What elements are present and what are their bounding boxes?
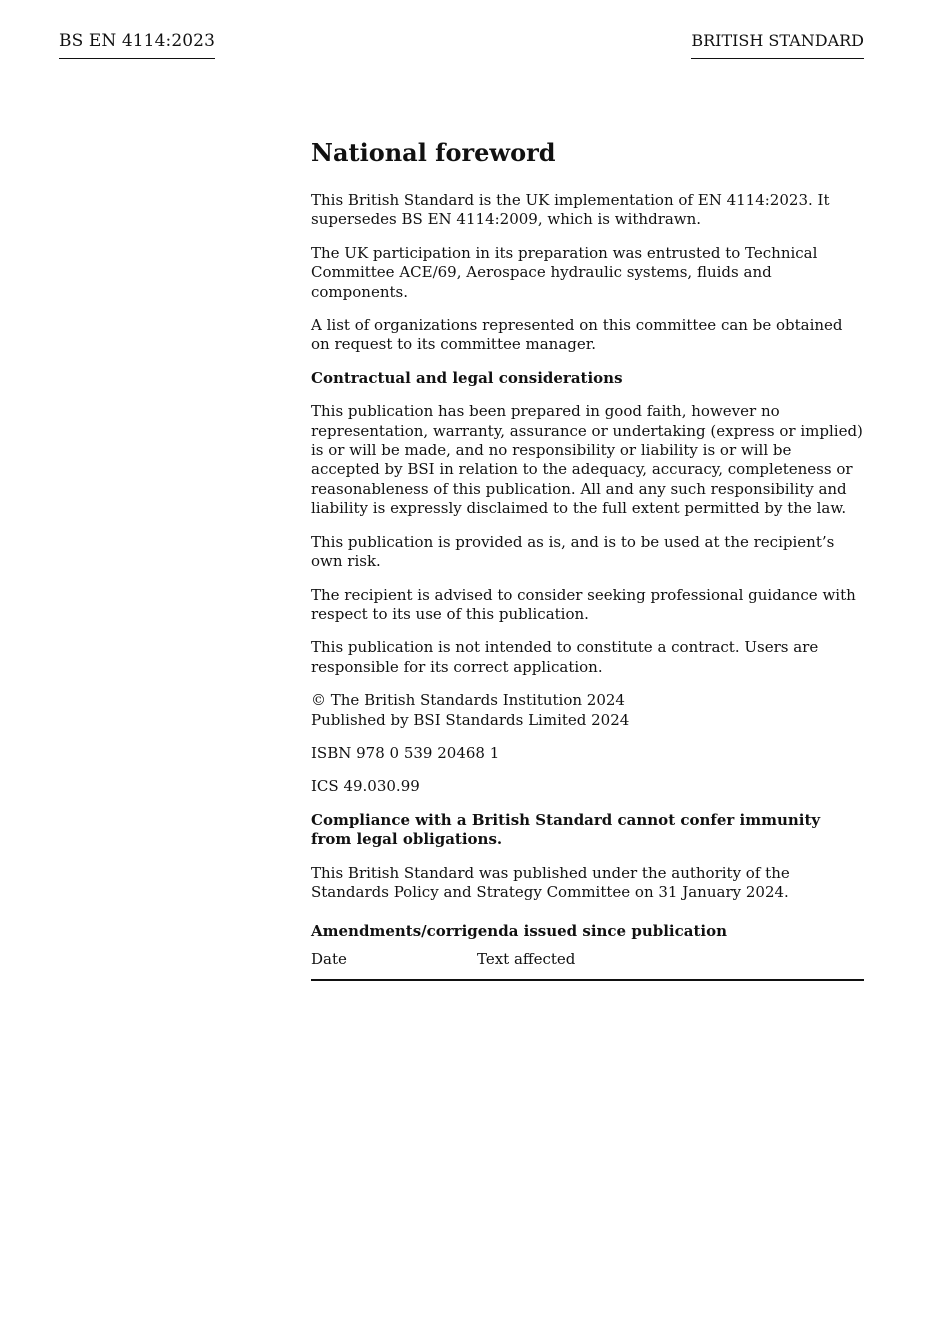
guidance-paragraph: The recipient is advised to consider seeking professional guidance with respect to its use of this publication. (311, 585, 856, 623)
organizations-paragraph: A list of organizations represented on this committee can be obtained on request to its committee manager. (311, 316, 843, 354)
amendments-table-header (311, 950, 864, 981)
copyright-block (311, 691, 864, 730)
implementation-paragraph: This British Standard is the UK implementation of EN 4114:2023. It supersedes BS EN 4114:2009, which is withdrawn. (311, 191, 830, 229)
committee-paragraph: The UK participation in its preparation was entrusted to Technical Committee ACE/69, Aerospace hydraulic systems, fluids and components. (311, 243, 818, 301)
amendments-date-column: Date (311, 949, 347, 968)
document-series: BRITISH STANDARD (691, 30, 864, 59)
document-id: BS EN 4114:2023 (59, 30, 215, 59)
ics: ICS 49.030.99 (311, 777, 420, 796)
publisher-line: Published by BSI Standards Limited 2024 (311, 710, 630, 729)
foreword-section (311, 138, 864, 981)
contractual-heading: Contractual and legal considerations (311, 368, 623, 387)
authority-paragraph: This British Standard was published under the authority of the Standards Policy and Strategy Committee on 31 January 2024. (311, 863, 790, 901)
contract-paragraph: This publication is not intended to constitute a contract. Users are responsible for its correct application. (311, 638, 819, 676)
isbn: ISBN 978 0 539 20468 1 (311, 743, 500, 762)
amendments-heading: Amendments/corrigenda issued since publication (311, 922, 727, 941)
copyright-line: © The British Standards Institution 2024 (311, 691, 625, 710)
compliance-statement: Compliance with a British Standard cannot confer immunity from legal obligations. (311, 810, 821, 849)
amendments-text-column: Text affected (477, 949, 576, 968)
risk-paragraph: This publication is provided as is, and is to be used at the recipient’s own risk. (311, 532, 835, 571)
disclaimer-paragraph: This publication has been prepared in good faith, however no representation, warranty, assurance or undertaking (express or implied) is or will be made, and no responsibility or liability is or will be accepted by BSI in relation to the adequacy, accuracy, completeness or reasonableness of this publication. All and any such responsibility and liability is expressly disclaimed to the full extent permitted by the law. (311, 402, 863, 518)
page-title: National foreword (311, 138, 556, 167)
